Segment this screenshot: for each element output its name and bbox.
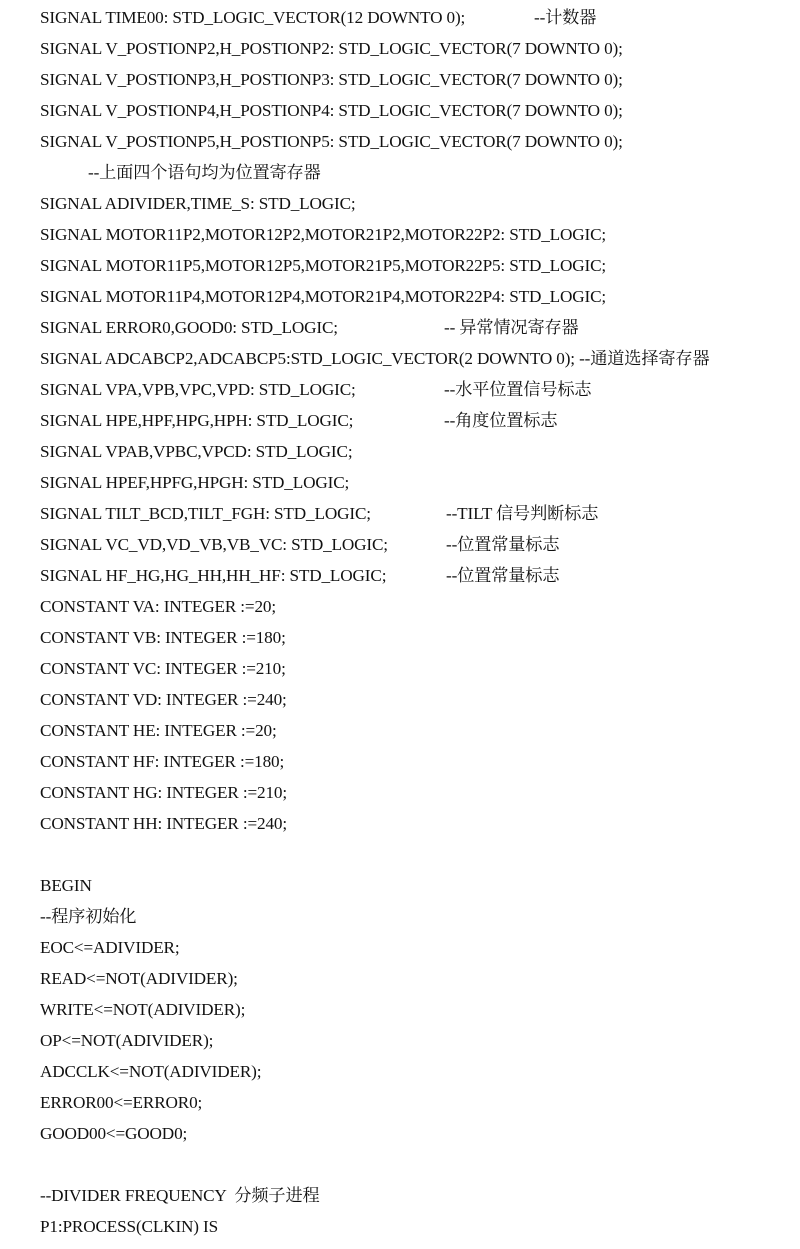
code-line bbox=[40, 503, 599, 525]
code-line bbox=[40, 224, 606, 246]
code-comment: --TILT 信号判断标志 bbox=[446, 504, 599, 523]
code-line bbox=[40, 1185, 320, 1207]
code-line bbox=[40, 1123, 187, 1145]
code-line bbox=[40, 999, 245, 1021]
code-line bbox=[40, 968, 238, 990]
code-line bbox=[40, 658, 286, 680]
code-line bbox=[40, 1061, 261, 1083]
code-text: SIGNAL HPEF,HPFG,HPGH: STD_LOGIC; bbox=[40, 473, 350, 492]
code-comment: -- 异常情况寄存器 bbox=[444, 318, 579, 337]
code-line bbox=[40, 1216, 218, 1238]
code-text: SIGNAL VPAB,VPBC,VPCD: STD_LOGIC; bbox=[40, 442, 353, 461]
code-line bbox=[40, 7, 597, 29]
code-text: SIGNAL V_POSTIONP2,H_POSTIONP2: STD_LOGIC_VECTOR(7 DOWNTO 0); bbox=[40, 39, 623, 58]
code-text: BEGIN bbox=[40, 876, 92, 895]
code-line bbox=[40, 906, 136, 928]
code-comment: --角度位置标志 bbox=[444, 411, 558, 430]
code-text: SIGNAL MOTOR11P2,MOTOR12P2,MOTOR21P2,MOTOR22P2: STD_LOGIC; bbox=[40, 225, 607, 244]
code-text: CONSTANT VA: INTEGER :=20; bbox=[40, 597, 276, 616]
code-text: SIGNAL TILT_BCD,TILT_FGH: STD_LOGIC; bbox=[40, 504, 371, 523]
code-line bbox=[40, 317, 579, 339]
code-text: OP<=NOT(ADIVIDER); bbox=[40, 1031, 214, 1050]
code-text: READ<=NOT(ADIVIDER); bbox=[40, 969, 238, 988]
code-line bbox=[40, 782, 287, 804]
code-line bbox=[40, 565, 560, 587]
code-line bbox=[40, 38, 623, 60]
code-text: --DIVIDER FREQUENCY 分频子进程 bbox=[40, 1186, 320, 1205]
code-text: SIGNAL ERROR0,GOOD0: STD_LOGIC; bbox=[40, 318, 338, 337]
code-line bbox=[40, 937, 180, 959]
code-line bbox=[40, 379, 592, 401]
code-line bbox=[40, 69, 623, 91]
code-comment: --位置常量标志 bbox=[446, 566, 560, 585]
code-line bbox=[40, 813, 287, 835]
code-line bbox=[40, 286, 606, 308]
code-text: SIGNAL TIME00: STD_LOGIC_VECTOR(12 DOWNTO 0); bbox=[40, 8, 466, 27]
code-text: CONSTANT VB: INTEGER :=180; bbox=[40, 628, 286, 647]
code-text: ADCCLK<=NOT(ADIVIDER); bbox=[40, 1062, 262, 1081]
code-line bbox=[40, 596, 276, 618]
code-line bbox=[40, 472, 349, 494]
code-text: GOOD00<=GOOD0; bbox=[40, 1124, 188, 1143]
code-line bbox=[40, 1030, 213, 1052]
code-text: SIGNAL V_POSTIONP3,H_POSTIONP3: STD_LOGIC_VECTOR(7 DOWNTO 0); bbox=[40, 70, 623, 89]
code-line bbox=[40, 441, 352, 463]
code-line bbox=[40, 689, 287, 711]
code-text: P1:PROCESS(CLKIN) IS bbox=[40, 1217, 218, 1236]
code-line bbox=[40, 100, 623, 122]
code-text: ERROR00<=ERROR0; bbox=[40, 1093, 203, 1112]
code-line bbox=[40, 627, 286, 649]
code-text: SIGNAL MOTOR11P4,MOTOR12P4,MOTOR21P4,MOTOR22P4: STD_LOGIC; bbox=[40, 287, 607, 306]
code-text: CONSTANT HH: INTEGER :=240; bbox=[40, 814, 287, 833]
code-text: SIGNAL ADCABCP2,ADCABCP5:STD_LOGIC_VECTOR(2 DOWNTO 0); --通道选择寄存器 bbox=[40, 349, 710, 368]
code-line bbox=[40, 131, 623, 153]
code-text: WRITE<=NOT(ADIVIDER); bbox=[40, 1000, 246, 1019]
code-line bbox=[40, 751, 284, 773]
code-line bbox=[40, 348, 710, 370]
code-text: SIGNAL HF_HG,HG_HH,HH_HF: STD_LOGIC; bbox=[40, 566, 387, 585]
code-text: SIGNAL V_POSTIONP5,H_POSTIONP5: STD_LOGIC_VECTOR(7 DOWNTO 0); bbox=[40, 132, 623, 151]
code-line bbox=[40, 193, 356, 215]
code-comment: --计数器 bbox=[534, 8, 597, 27]
code-line bbox=[40, 410, 558, 432]
code-comment: --位置常量标志 bbox=[446, 535, 560, 554]
code-line bbox=[40, 255, 606, 277]
code-text: --程序初始化 bbox=[40, 907, 137, 926]
code-text: SIGNAL VPA,VPB,VPC,VPD: STD_LOGIC; bbox=[40, 380, 356, 399]
code-text: --上面四个语句均为位置寄存器 bbox=[88, 163, 321, 182]
code-text: SIGNAL VC_VD,VD_VB,VB_VC: STD_LOGIC; bbox=[40, 535, 388, 554]
code-line bbox=[40, 162, 321, 184]
code-text: CONSTANT HG: INTEGER :=210; bbox=[40, 783, 287, 802]
code-text: CONSTANT VD: INTEGER :=240; bbox=[40, 690, 287, 709]
code-comment: --水平位置信号标志 bbox=[444, 380, 592, 399]
code-line bbox=[40, 534, 560, 556]
code-text: SIGNAL ADIVIDER,TIME_S: STD_LOGIC; bbox=[40, 194, 356, 213]
code-text: SIGNAL MOTOR11P5,MOTOR12P5,MOTOR21P5,MOTOR22P5: STD_LOGIC; bbox=[40, 256, 607, 275]
code-text: SIGNAL V_POSTIONP4,H_POSTIONP4: STD_LOGIC_VECTOR(7 DOWNTO 0); bbox=[40, 101, 623, 120]
code-line bbox=[40, 875, 92, 897]
code-text: SIGNAL HPE,HPF,HPG,HPH: STD_LOGIC; bbox=[40, 411, 354, 430]
code-text: CONSTANT HE: INTEGER :=20; bbox=[40, 721, 277, 740]
code-line bbox=[40, 1092, 202, 1114]
code-line bbox=[40, 720, 277, 742]
code-text: EOC<=ADIVIDER; bbox=[40, 938, 180, 957]
code-text: CONSTANT HF: INTEGER :=180; bbox=[40, 752, 285, 771]
code-text: CONSTANT VC: INTEGER :=210; bbox=[40, 659, 286, 678]
